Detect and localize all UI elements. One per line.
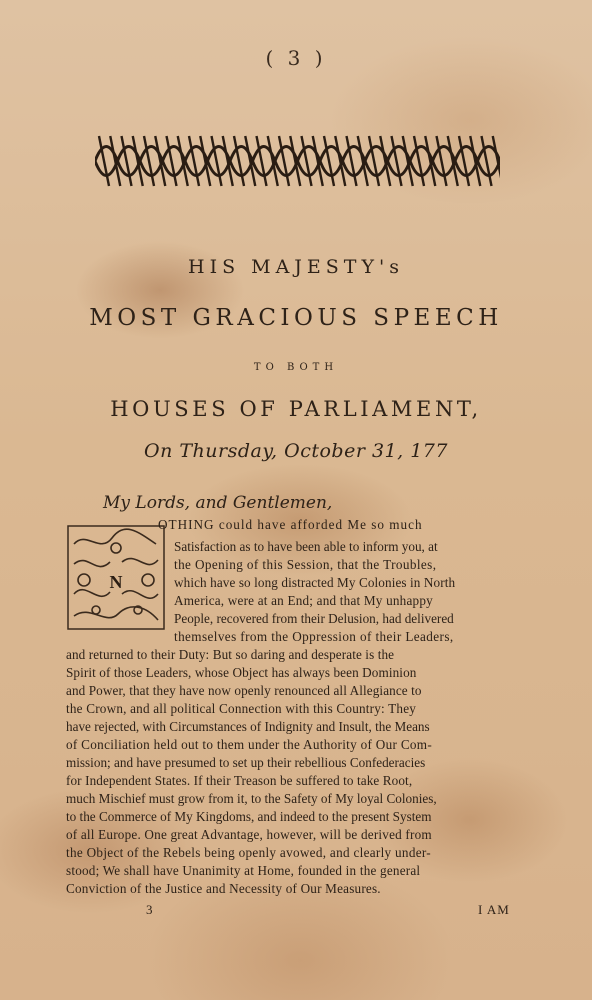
body-line: mission; and have presumed to set up their rebellious Confederacies (66, 755, 426, 770)
body-line: and returned to their Duty: But so daring and desperate is the (66, 647, 395, 662)
title-date: On Thursday, October 31, 177 (144, 440, 448, 462)
body-line: the Crown, and all political Connection with this Country: They (66, 701, 417, 716)
body-line: Satisfaction as to have been able to inform you, at (174, 539, 438, 554)
body-line: Conviction of the Justice and Necessity of Our Measures. (66, 881, 381, 896)
title-speech: MOST GRACIOUS SPEECH (89, 305, 503, 331)
body-line: Spirit of those Leaders, whose Object has always been Dominion (66, 665, 417, 680)
signature-mark: 3 (146, 902, 153, 917)
body-line: the Opening of this Session, that the Troubles, (174, 557, 437, 572)
body-line: and Power, that they have now openly renounced all Allegiance to (66, 683, 422, 698)
drop-cap-letter: N (109, 572, 123, 592)
body-line: to the Commerce of My Kingdoms, and indeed to the present System (66, 809, 432, 824)
title-his-majesty: HIS MAJESTY's (188, 256, 404, 278)
body-line: OTHING could have afforded Me so much (158, 517, 423, 532)
catchword: I AM (478, 902, 510, 917)
body-line: People, recovered from their Delusion, had delivered (174, 611, 454, 626)
body-line: America, were at an End; and that My unhappy (174, 593, 433, 608)
title-to-both: TO BOTH (253, 362, 339, 373)
body-line: have rejected, with Circumstances of Indignity and Insult, the Means (66, 719, 430, 734)
body-line: much Mischief must grow from it, to the Safety of My loyal Colonies, (66, 791, 437, 806)
body-line: themselves from the Oppression of their Leaders, (174, 629, 454, 644)
title-houses-of-parliament: HOUSES OF PARLIAMENT, (110, 397, 482, 421)
body-line: which have so long distracted My Colonies in North (174, 575, 456, 590)
decorative-drop-cap (66, 524, 166, 631)
body-line: of Conciliation held out to them under the Authority of Our Com- (66, 737, 433, 752)
page-number: ( 3 ) (265, 46, 327, 70)
decorative-ornament-band (95, 128, 500, 194)
body-line: for Independent States. If their Treason be suffered to take Root, (66, 773, 413, 788)
body-line: the Object of the Rebels being openly avowed, and clearly under- (66, 845, 431, 860)
salutation: My Lords, and Gentlemen, (103, 493, 333, 513)
body-line: of all Europe. One great Advantage, however, will be derived from (66, 827, 432, 842)
body-line: stood; We shall have Unanimity at Home, founded in the general (66, 863, 421, 878)
